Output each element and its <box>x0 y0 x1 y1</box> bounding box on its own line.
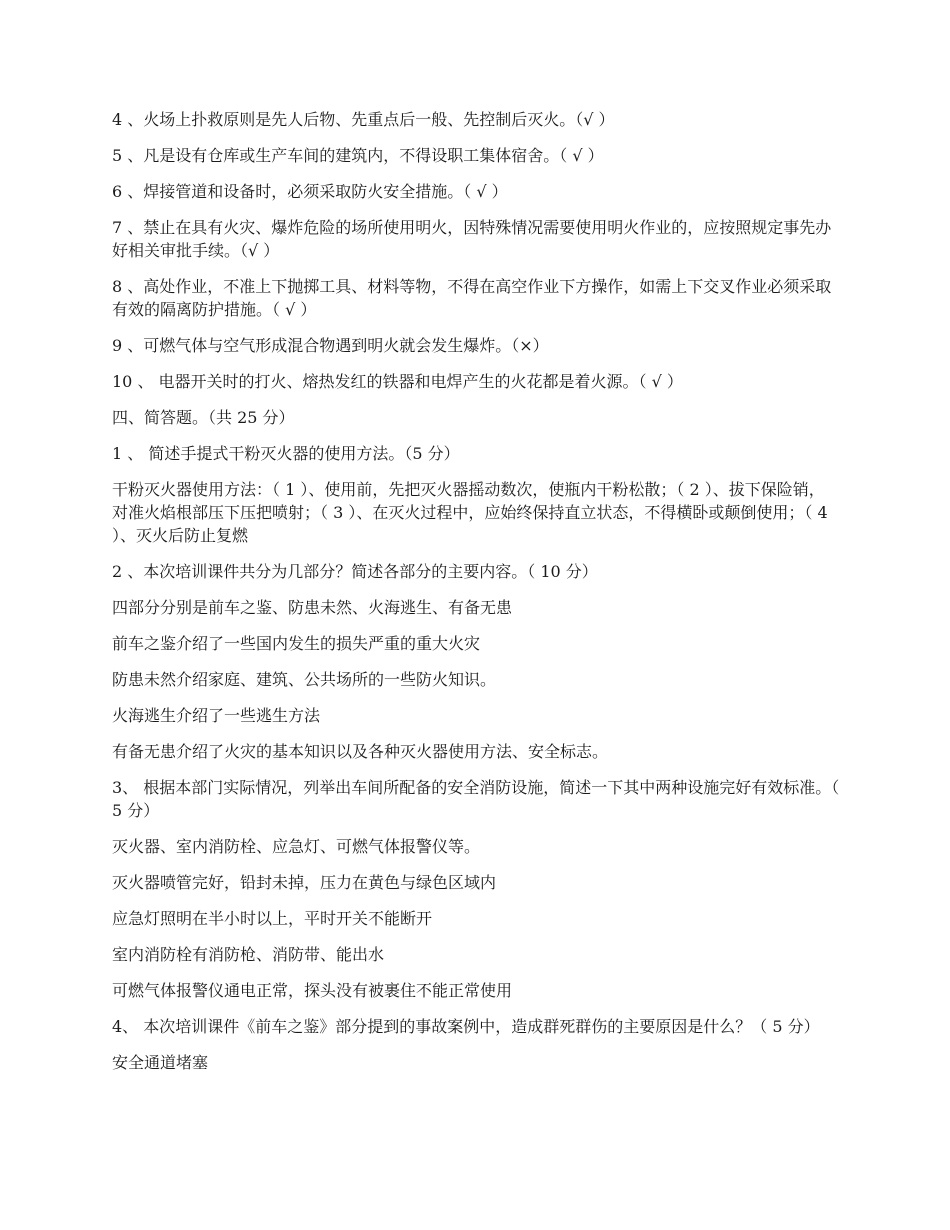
question-3: 3、 根据本部门实际情况，列举出车间所配备的安全消防设施，简述一下其中两种设施完好有效标准。（ 5 分） <box>112 778 840 820</box>
judgement-item-8: 8 、高处作业，不准上下抛掷工具、材料等物，不得在高空作业下方操作，如需上下交叉作业必须采取有效的隔离防护措施。（ √ ） <box>112 277 832 319</box>
judgement-item-4: 4 、火场上扑救原则是先人后物、先重点后一般、先控制后灭火。（√ ） <box>112 110 615 129</box>
answer-2-line-1: 四部分分别是前车之鉴、防患未然、火海逃生、有备无患 <box>112 598 513 617</box>
answer-1: 干粉灭火器使用方法：（ 1 ）、使用前，先把灭火器摇动数次，使瓶内干粉松散；（ 2 ）、拔下保险销，对准火焰根部压下压把喷射；（ 3 ）、在灭火过程中，应始终保持直立状态，不得横卧或颠倒使用；（ 4 ）、灭火后防止复燃 <box>112 480 828 545</box>
answer-3-line-2: 灭火器喷管完好，铅封未掉，压力在黄色与绿色区域内 <box>112 873 497 892</box>
question-1: 1 、 简述手提式干粉灭火器的使用方法。（5 分） <box>112 444 460 463</box>
question-4: 4、 本次培训课件《前车之鉴》部分提到的事故案例中，造成群死群伤的主要原因是什么？（ 5 分） <box>112 1017 820 1036</box>
answer-2-line-3: 防患未然介绍家庭、建筑、公共场所的一些防火知识。 <box>112 670 497 689</box>
judgement-item-10: 10 、 电器开关时的打火、熔热发红的铁器和电焊产生的火花都是着火源。（ √ ） <box>112 372 683 391</box>
judgement-item-9: 9 、可燃气体与空气形成混合物遇到明火就会发生爆炸。（×） <box>112 336 549 355</box>
answer-2-line-2: 前车之鉴介绍了一些国内发生的损失严重的重大火灾 <box>112 634 481 653</box>
answer-3-line-1: 灭火器、室内消防栓、应急灯、可燃气体报警仪等。 <box>112 837 481 856</box>
answer-2-line-4: 火海逃生介绍了一些逃生方法 <box>112 706 321 725</box>
answer-4: 安全通道堵塞 <box>112 1053 209 1072</box>
judgement-item-6: 6 、焊接管道和设备时，必须采取防火安全措施。（ √ ） <box>112 182 508 201</box>
question-2: 2 、本次培训课件共分为几部分？简述各部分的主要内容。（ 10 分） <box>112 562 598 581</box>
answer-3-line-4: 室内消防栓有消防枪、消防带、能出水 <box>112 945 385 964</box>
judgement-item-7: 7 、禁止在具有火灾、爆炸危险的场所使用明火，因特殊情况需要使用明火作业的，应按照规定事先办好相关审批手续。（√ ） <box>112 218 832 260</box>
answer-3-line-3: 应急灯照明在半小时以上，平时开关不能断开 <box>112 909 433 928</box>
answer-2-line-5: 有备无患介绍了火灾的基本知识以及各种灭火器使用方法、安全标志。 <box>112 742 609 761</box>
section-heading-short-answer: 四、简答题。（共 25 分） <box>112 408 295 427</box>
judgement-item-5: 5 、凡是设有仓库或生产车间的建筑内，不得设职工集体宿舍。（ √ ） <box>112 146 604 165</box>
answer-3-line-5: 可燃气体报警仪通电正常，探头没有被裹住不能正常使用 <box>112 981 513 1000</box>
document-page <box>112 108 840 1087</box>
